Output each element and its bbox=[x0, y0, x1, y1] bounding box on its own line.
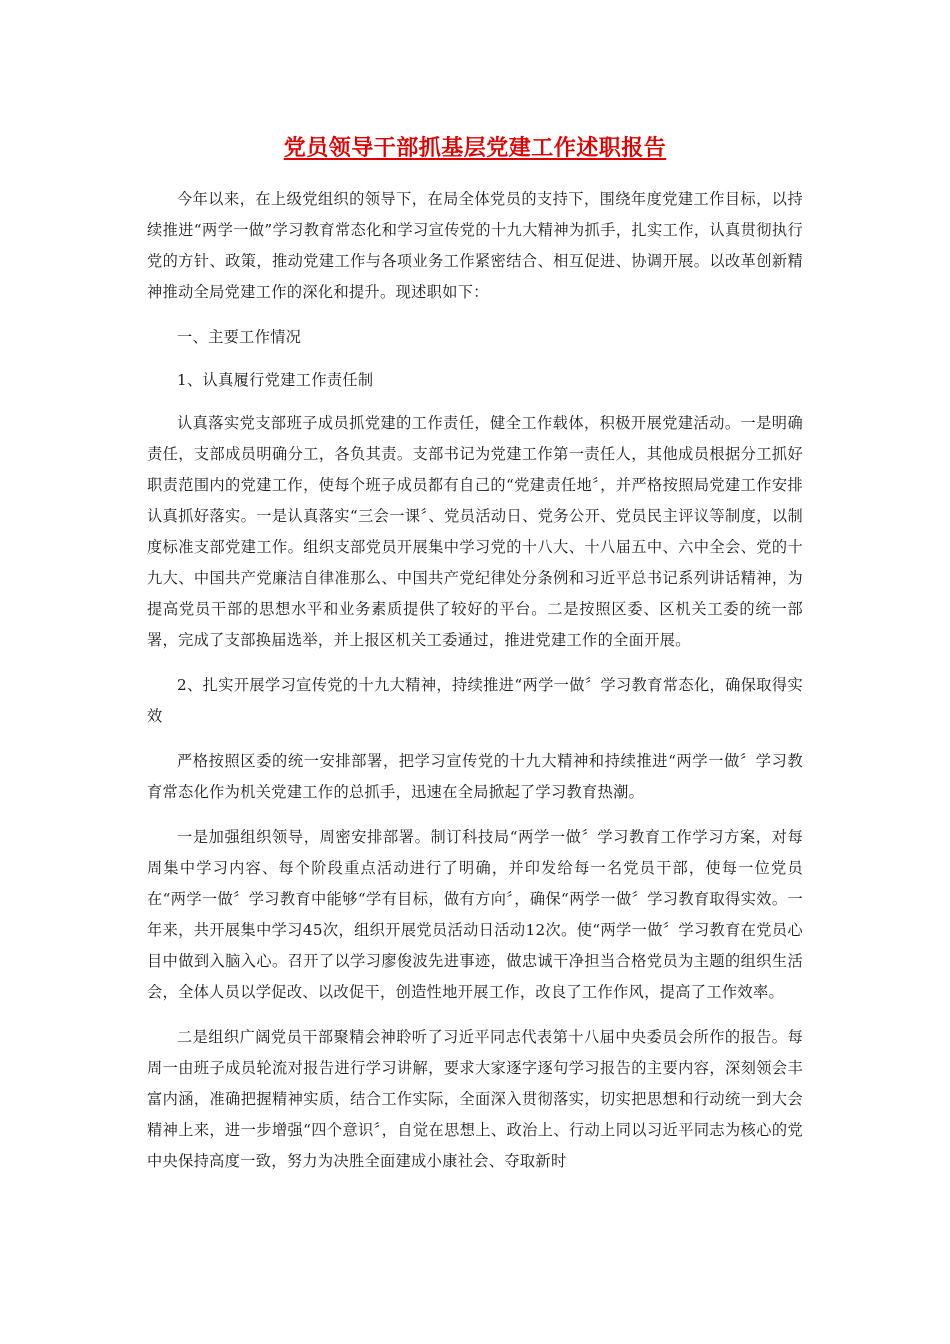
subsection-heading-1: 1、认真履行党建工作责任制 bbox=[177, 371, 374, 389]
paragraph-study-campaign: 严格按照区委的统一安排部署，把学习宣传党的十九大精神和持续推进“两学一做〞学习教育常态化作为机关党建工作的总抓手，迅速在全局掀起了学习教育热潮。 bbox=[147, 752, 803, 801]
paragraph-report-study: 二是组织广阔党员干部聚精会神聆听了习近平同志代表第十八届中央委员会所作的报告。每周一由班子成员轮流对报告进行学习讲解，要求大家逐字逐句学习报告的主要内容，深刻领会丰富内涵，准确把握精神实质，结合工作实际，全面深入贯彻落实，切实把思想和行动统一到大会精神上来，进一步增强“四个意识〞，自觉在思想上、政治上、行动上同以习近平同志为核心的党中央保持高度一致，努力为决胜全面建成小康社会、夺取新时 bbox=[147, 1028, 803, 1170]
paragraph-responsibility: 认真落实党支部班子成员抓党建的工作责任，健全工作载体，积极开展党建活动。一是明确责任，支部成员明确分工，各负其责。支部书记为党建工作第一责任人，其他成员根据分工抓好职责范围内的党建工作，使每个班子成员都有自己的“党建责任地〞，并严格按照局党建工作安排认真抓好落实。一是认真落实“三会一课〞、党员活动日、党务公开、党员民主评议等制度，以制度标准支部党建工作。组织支部党员开展集中学习党的十八大、十八届五中、六中全会、党的十九大、中国共产党廉洁自律准那么、中国共产党纪律处分条例和习近平总书记系列讲话精神，为提高党员干部的思想水平和业务素质提供了较好的平台。二是按照区委、区机关工委的统一部署，完成了支部换届选举，并上报区机关工委通过，推进党建工作的全面开展。 bbox=[147, 414, 803, 649]
section-heading-main-work: 一、主要工作情况 bbox=[177, 328, 302, 346]
document-body bbox=[147, 184, 803, 1191]
document-title: 党员领导干部抓基层党建工作述职报告 bbox=[283, 136, 667, 161]
paragraph-intro: 今年以来，在上级党组织的领导下，在局全体党员的支持下，围绕年度党建工作目标，以持续推进“两学一做”学习教育常态化和学习宣传党的十九大精神为抓手，扎实工作，认真贯彻执行党的方针、政策，推动党建工作与各项业务工作紧密结合、相互促进、协调开展。以改革创新精神推动全局党建工作的深化和提升。现述职如下： bbox=[147, 190, 803, 301]
subsection-heading-2: 2、扎实开展学习宣传党的十九大精神，持续推进“两学一做〞学习教育常态化，确保取得实效 bbox=[147, 676, 803, 725]
paragraph-organization: 一是加强组织领导，周密安排部署。制订科技局“两学一做〞学习教育工作学习方案，对每周集中学习内容、每个阶段重点活动进行了明确，并印发给每一名党员干部，使每一位党员在“两学一做〞学习教育中能够“学有目标，做有方向〞，确保“两学一做〞学习教育取得实效。一年来，共开展集中学习45次，组织开展党员活动日活动12次。使“两学一做〞学习教育在党员心目中做到入脑入心。召开了以学习廖俊波先进事迹，做忠诚干净担当合格党员为主题的组织生活会，全体人员以学促改、以改促干，创造性地开展工作，改良了工作作风，提高了工作效率。 bbox=[147, 828, 803, 1001]
